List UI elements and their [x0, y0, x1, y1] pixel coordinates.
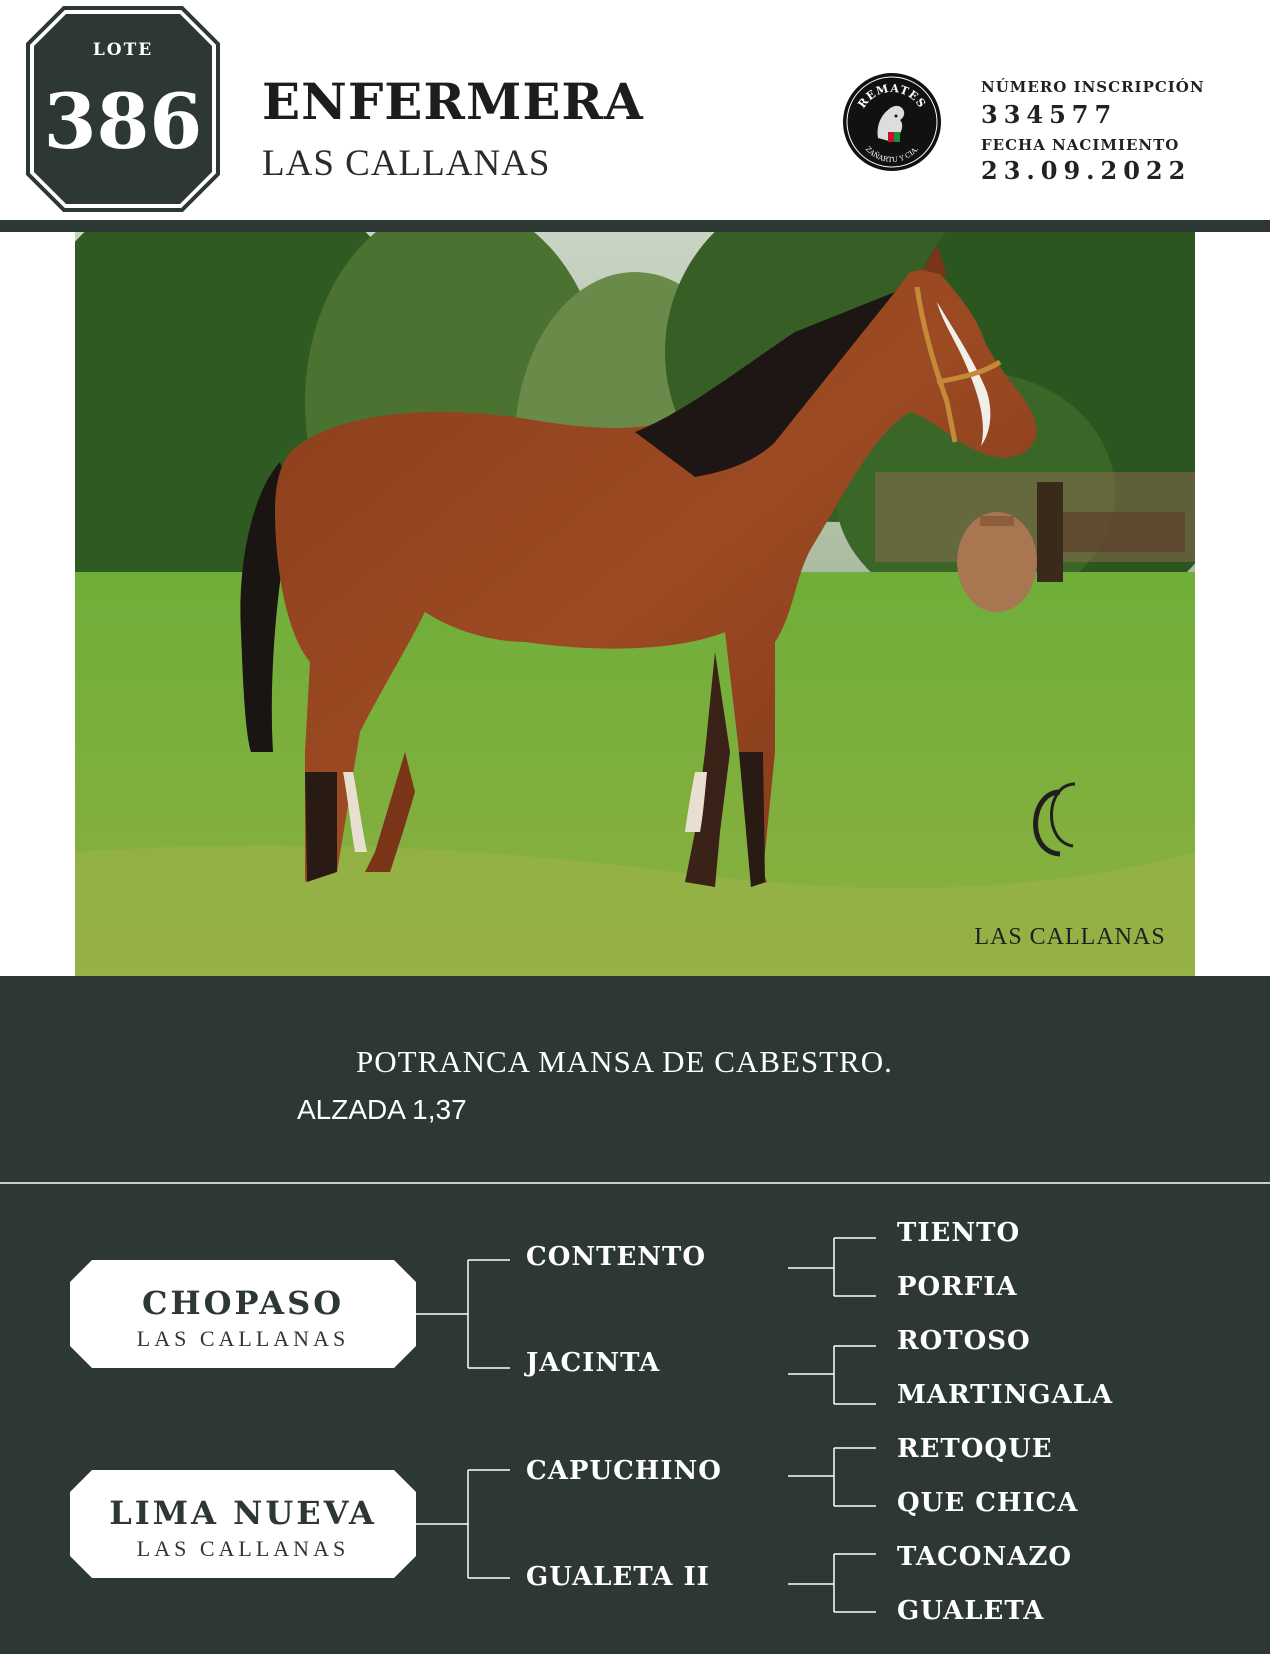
- maternal-granddam: GUALETA II: [526, 1562, 710, 1592]
- logo-bottom-text: ZAÑARTU Y CIA.: [863, 145, 921, 165]
- description-line-2: ALZADA 1,37: [297, 1094, 467, 1125]
- breeder-name: LAS CALLANAS: [262, 143, 551, 184]
- great-grandparent-1: TIENTO: [897, 1218, 1021, 1248]
- great-grandparent-8: GUALETA: [897, 1596, 1045, 1626]
- horse-photo: [75, 232, 1195, 976]
- sire-name: CHOPASO: [141, 1284, 345, 1322]
- header: [0, 0, 1270, 220]
- logo-top-text: REMATES: [855, 81, 929, 111]
- remates-logo: [842, 72, 942, 172]
- lote-badge: [26, 6, 220, 212]
- great-grandparent-7: TACONAZO: [897, 1542, 1073, 1572]
- paternal-grandsire: CONTENTO: [526, 1242, 707, 1272]
- pedigree-chart: [0, 1184, 1270, 1654]
- maternal-grandsire: CAPUCHINO: [526, 1456, 722, 1486]
- horse-name: ENFERMERA: [262, 72, 644, 131]
- photo-brand-text: LAS CALLANAS: [974, 924, 1166, 950]
- lote-number: 386: [43, 77, 203, 166]
- registration-number: 334577: [981, 100, 1118, 129]
- paternal-granddam: JACINTA: [526, 1348, 661, 1378]
- sire-box: [70, 1260, 416, 1368]
- great-grandparent-2: PORFIA: [897, 1272, 1018, 1302]
- birth-date: 23.09.2022: [981, 156, 1192, 185]
- birth-date-label: FECHA NACIMIENTO: [981, 136, 1180, 154]
- description-line-1: POTRANCA MANSA DE CABESTRO.: [356, 1044, 893, 1079]
- great-grandparent-6: QUE CHICA: [897, 1488, 1079, 1518]
- horse-photo-illustration: [75, 232, 1195, 976]
- dam-name: LIMA NUEVA: [109, 1494, 377, 1532]
- great-grandparent-4: MARTINGALA: [897, 1380, 1114, 1410]
- dam-breeder: LAS CALLANAS: [136, 1536, 350, 1561]
- dam-box: [70, 1470, 416, 1578]
- lote-label: LOTE: [92, 40, 154, 60]
- great-grandparent-3: ROTOSO: [897, 1326, 1031, 1356]
- description-panel: [0, 976, 1270, 1182]
- sire-breeder: LAS CALLANAS: [136, 1326, 350, 1351]
- registration-label: NÚMERO INSCRIPCIÓN: [981, 78, 1205, 96]
- header-divider-bar: [0, 220, 1270, 232]
- great-grandparent-5: RETOQUE: [897, 1434, 1053, 1464]
